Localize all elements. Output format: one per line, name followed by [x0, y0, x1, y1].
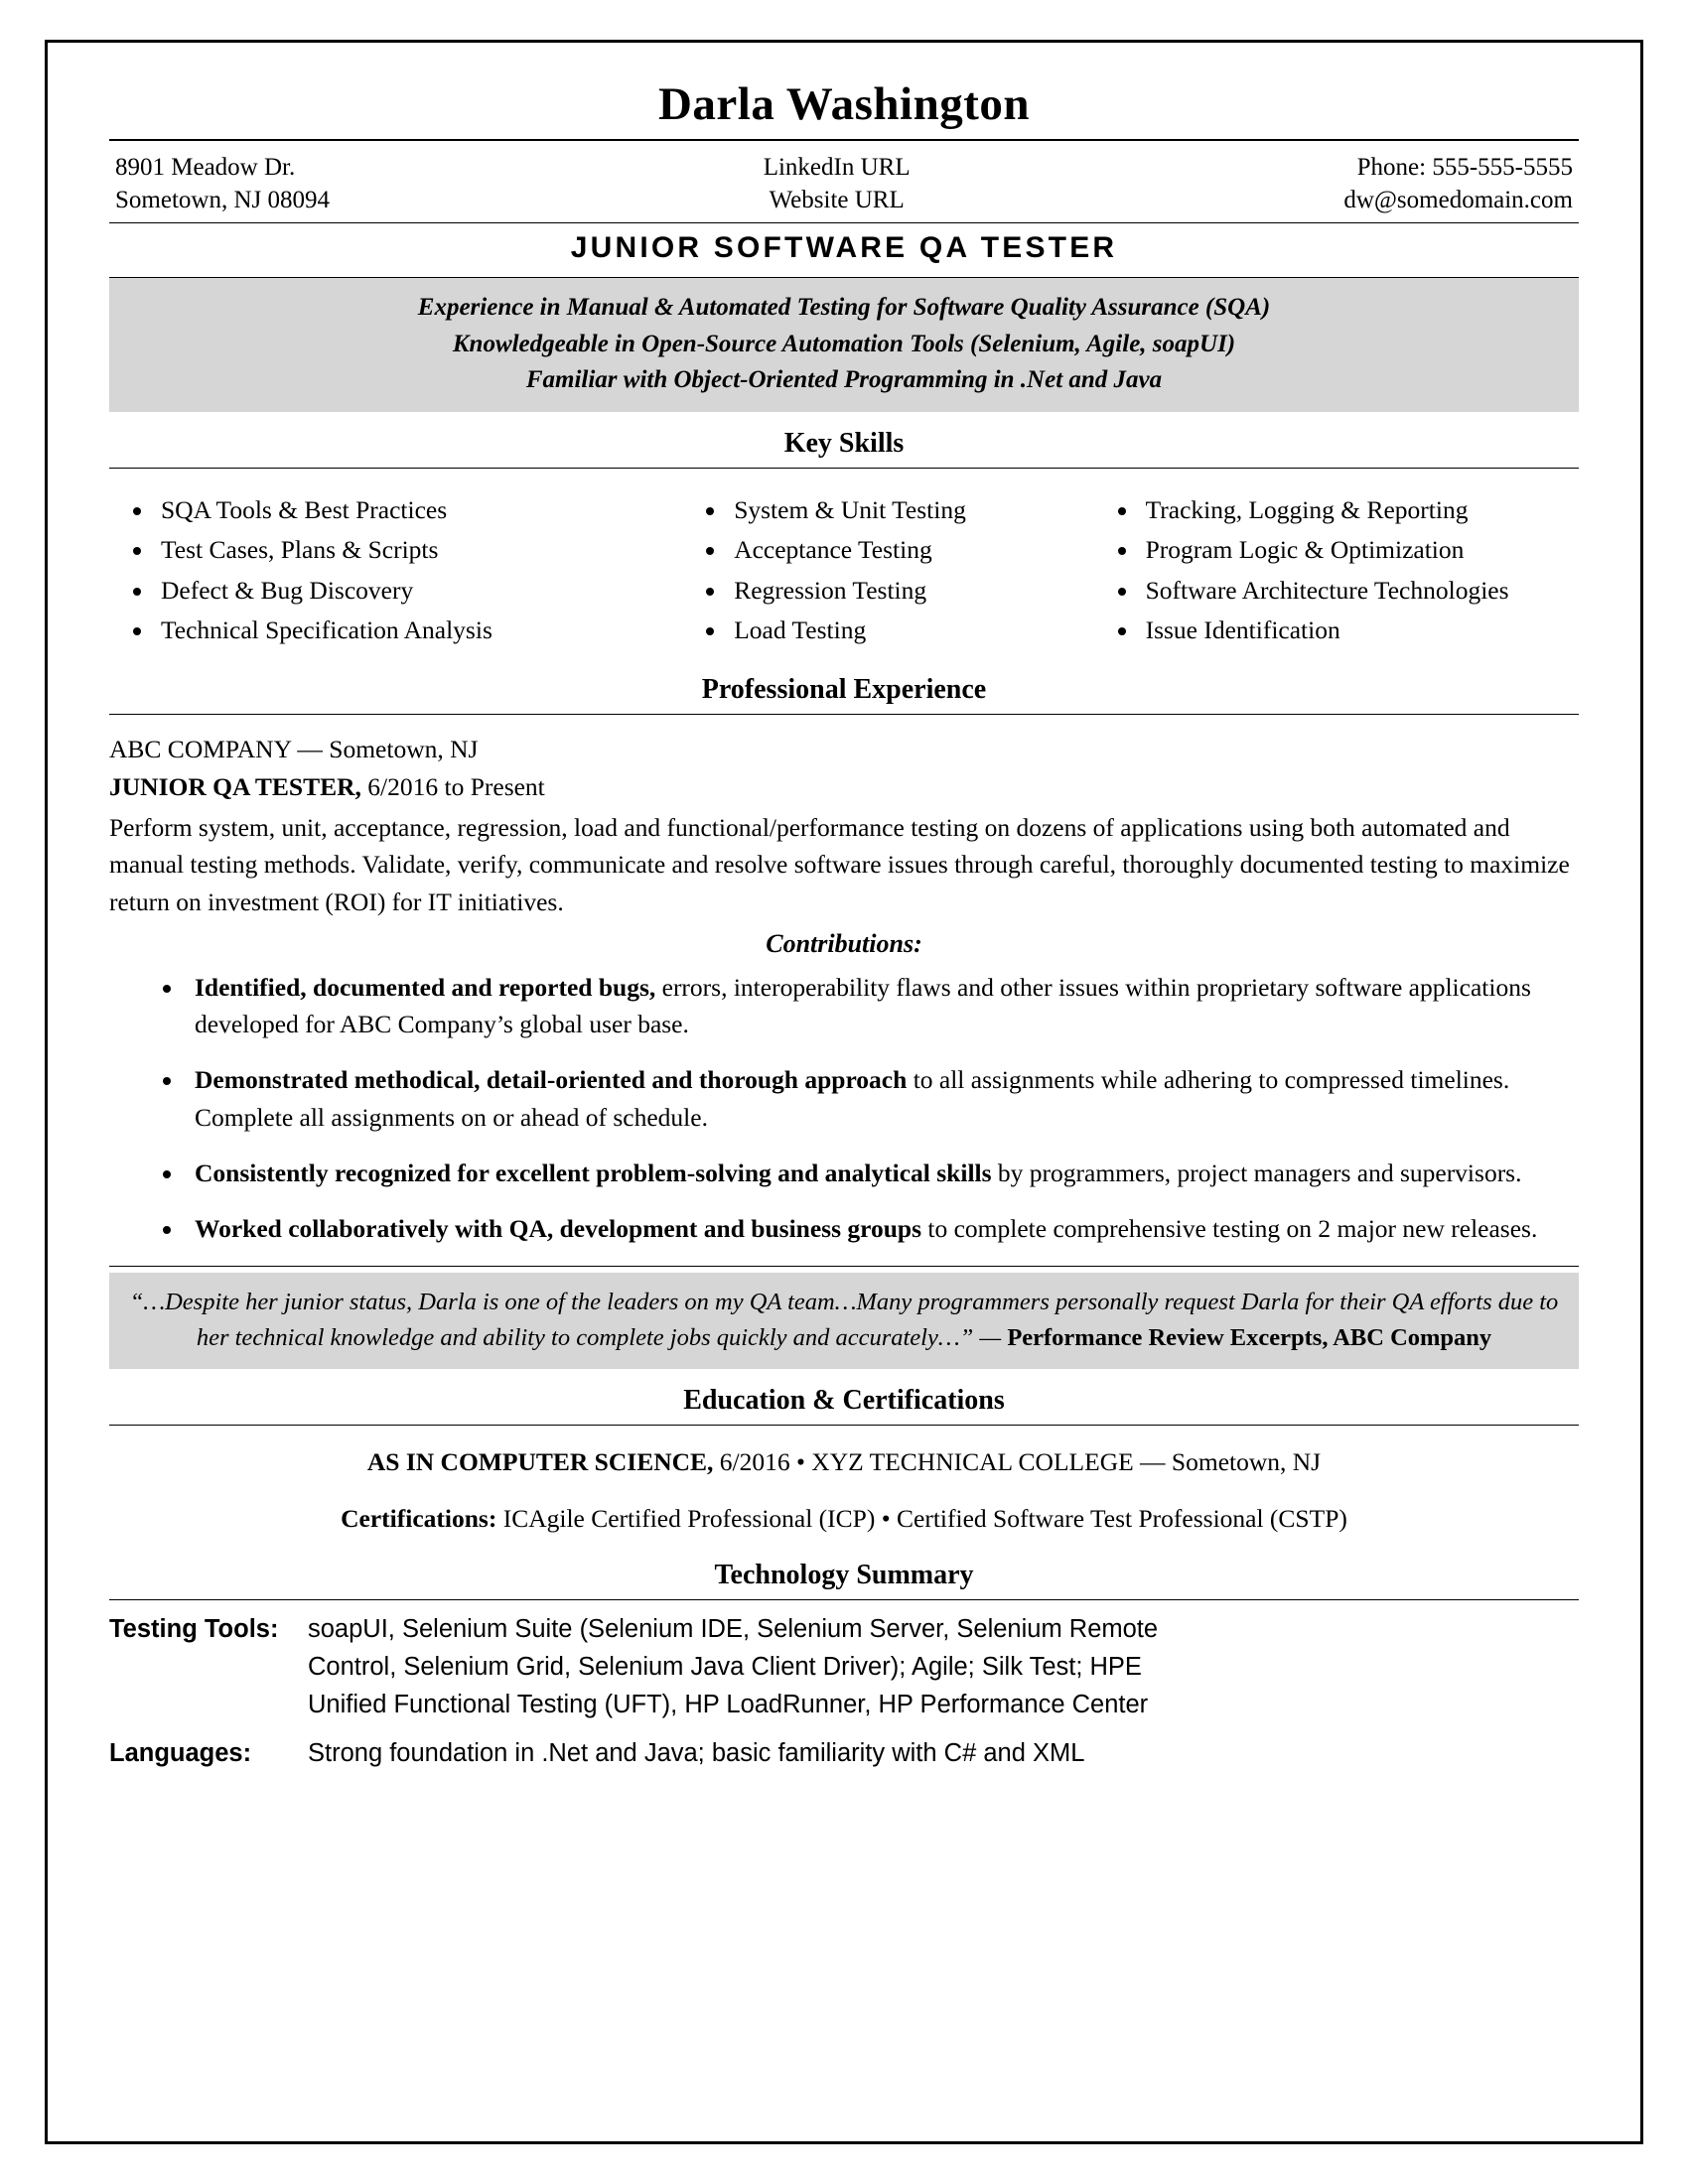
contributions-list	[109, 963, 1579, 1247]
contribution-bold-lead: Identified, documented and reported bugs,	[195, 972, 656, 1002]
key-skills-columns	[109, 469, 1579, 658]
page-title: Darla Washington	[657, 78, 1031, 130]
contribution-text: by programmers, project managers and supervisors.	[991, 1158, 1522, 1187]
contact-phone-email	[1343, 151, 1573, 216]
list-item: • Test Cases, Plans & Scripts	[155, 530, 682, 570]
testing-tools-line-3: Unified Functional Testing (UFT), HP LoadRunner, HP Performance Center	[308, 1691, 1149, 1719]
experience-role-dates: 6/2016 to Present	[360, 772, 545, 802]
contribution-text: to all assignments while adhering to compressed timelines. Complete all assignments on or ahead of schedule.	[195, 1065, 1510, 1132]
list-item: • Load Testing	[728, 611, 1093, 650]
quote-text: “…Despite her junior status, Darla is one of the leaders on my QA team…Many programmers personally request Darla for their QA efforts due to her technical knowledge and ability to complete jobs quickly and accurately…” —	[129, 1289, 1559, 1351]
list-item: • Tracking, Logging & Reporting	[1140, 490, 1579, 530]
technology-row-languages	[109, 1724, 1579, 1772]
website-url[interactable]: Website URL	[769, 187, 905, 214]
languages-label: Languages:	[109, 1738, 252, 1767]
testing-tools-label: Testing Tools:	[109, 1614, 279, 1643]
divider-above-quote	[109, 1266, 1579, 1267]
list-item	[185, 1061, 1545, 1135]
education-degree-line	[109, 1426, 1579, 1481]
contribution-bold-lead: Consistently recognized for excellent problem-solving and analytical skills	[195, 1158, 992, 1187]
contribution-text: errors, interoperability flaws and other issues within proprietary software applications developed for ABC Company’s global user base.	[195, 972, 1531, 1039]
list-item: • Regression Testing	[728, 571, 1093, 611]
list-item: • Acceptance Testing	[728, 530, 1093, 570]
testimonial-quote	[109, 1273, 1579, 1369]
testing-tools-line-2: Control, Selenium Grid, Selenium Java Client Driver); Agile; Silk Test; HPE	[308, 1653, 1142, 1682]
contact-address	[115, 151, 330, 216]
summary-line-3: Familiar with Object-Oriented Programming in .Net and Java	[525, 365, 1163, 393]
experience-description: Perform system, unit, acceptance, regression, load and functional/performance testing on dozens of applications using both automated and manual testing methods. Validate, verify, communicate and resolve software issues through careful, thoroughly documented testing to maximize return on investment (ROI) for IT initiatives.	[109, 812, 1570, 917]
quote-attribution: Performance Review Excerpts, ABC Company	[1007, 1323, 1492, 1351]
list-item: • SQA Tools & Best Practices	[155, 490, 682, 530]
address-line-1: 8901 Meadow Dr.	[115, 154, 296, 182]
education-degree-details: 6/2016 • XYZ TECHNICAL COLLEGE — Sometown, NJ	[713, 1447, 1322, 1477]
experience-company: ABC COMPANY — Sometown, NJ	[109, 735, 479, 764]
list-item	[185, 1155, 1545, 1191]
contact-block	[109, 141, 1579, 222]
languages-value: Strong foundation in .Net and Java; basic familiarity with C# and XML	[308, 1738, 1085, 1767]
summary-line-1: Experience in Manual & Automated Testing for Software Quality Assurance (SQA)	[417, 294, 1271, 322]
section-heading-education: Education & Certifications	[683, 1385, 1005, 1417]
section-heading-technology: Technology Summary	[714, 1559, 974, 1590]
experience-role	[109, 768, 1579, 806]
summary-band	[109, 278, 1579, 412]
list-item: • Software Architecture Technologies	[1140, 571, 1579, 611]
list-item: • Program Logic & Optimization	[1140, 530, 1579, 570]
contributions-label: Contributions:	[766, 928, 922, 958]
contact-links	[764, 151, 911, 216]
list-item: • Technical Specification Analysis	[155, 611, 682, 650]
experience-role-title: JUNIOR QA TESTER,	[109, 772, 361, 802]
education-degree: AS IN COMPUTER SCIENCE,	[366, 1447, 714, 1477]
list-item	[185, 1210, 1545, 1247]
list-item: • Issue Identification	[1140, 611, 1579, 650]
contribution-text: to complete comprehensive testing on 2 major new releases.	[921, 1214, 1538, 1244]
contribution-bold-lead: Demonstrated methodical, detail-oriented and thorough approach	[195, 1065, 908, 1095]
key-skills-column-2	[682, 490, 1093, 650]
list-item: • Defect & Bug Discovery	[155, 571, 682, 611]
testing-tools-value	[308, 1610, 1158, 1724]
contribution-bold-lead: Worked collaboratively with QA, development and business groups	[195, 1214, 922, 1244]
key-skills-column-1	[109, 490, 682, 650]
email-address[interactable]: dw@somedomain.com	[1343, 187, 1573, 214]
section-heading-experience: Professional Experience	[701, 674, 987, 706]
summary-line-2: Knowledgeable in Open-Source Automation Tools (Selenium, Agile, soapUI)	[452, 330, 1236, 357]
list-item	[185, 969, 1545, 1042]
linkedin-url[interactable]: LinkedIn URL	[763, 154, 911, 182]
technology-row-tools	[109, 1600, 1579, 1724]
list-item: • System & Unit Testing	[728, 490, 1093, 530]
resume-sheet	[45, 40, 1643, 2144]
phone-number: Phone: 555-555-5555	[1356, 154, 1573, 182]
certifications-line	[109, 1482, 1579, 1544]
section-heading-key-skills: Key Skills	[783, 428, 905, 460]
key-skills-column-3	[1094, 490, 1579, 650]
testing-tools-line-1: soapUI, Selenium Suite (Selenium IDE, Selenium Server, Selenium Remote	[308, 1614, 1159, 1643]
certifications-value: ICAgile Certified Professional (ICP) • Certified Software Test Professional (CSTP)	[496, 1503, 1347, 1533]
address-line-2: Sometown, NJ 08094	[115, 187, 330, 214]
job-title: JUNIOR SOFTWARE QA TESTER	[570, 231, 1118, 265]
certifications-label: Certifications:	[341, 1503, 497, 1533]
